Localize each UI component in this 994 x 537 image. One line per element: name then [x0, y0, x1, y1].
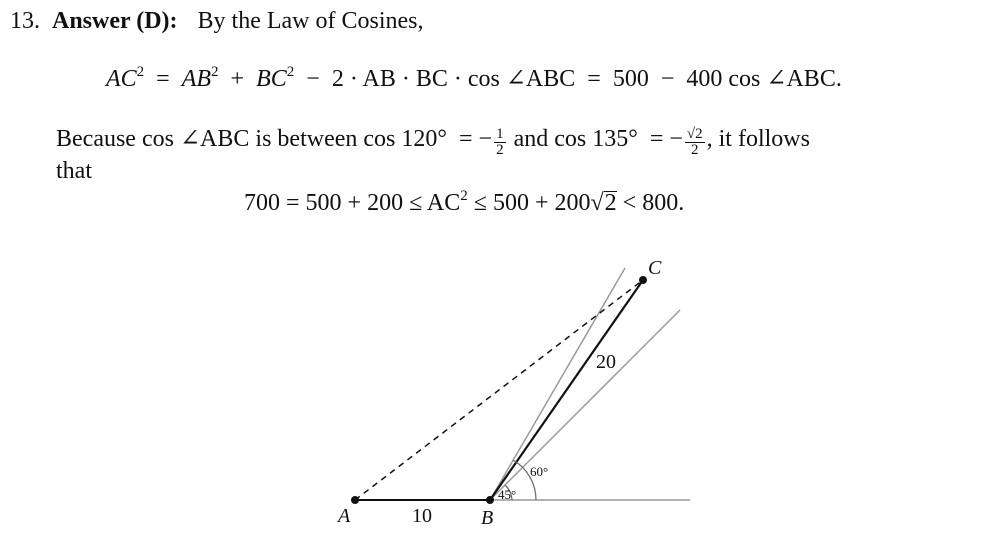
- eq1-exp-1: 2: [136, 64, 145, 80]
- sqrt2-numerator: √2: [686, 126, 703, 142]
- ray-60: [490, 268, 625, 500]
- length-ab: 10: [412, 505, 432, 527]
- label-c: C: [648, 257, 662, 279]
- neg-sign-1: −: [478, 126, 493, 152]
- half-numerator: 1: [496, 126, 504, 142]
- point-b: [486, 496, 494, 504]
- point-c: [639, 276, 647, 284]
- angle-label-60: 60°: [530, 464, 549, 479]
- angle-label-45: 45°: [498, 487, 517, 502]
- eq2-left: 700 = 500 + 200 ≤ AC: [244, 190, 461, 216]
- eq1-term-product: 2 · AB · BC · cos ∠ABC: [331, 66, 576, 92]
- eq1-term-400cos: 400 cos ∠ABC: [686, 66, 836, 92]
- ray-45: [490, 310, 680, 500]
- sqrt2-denominator: 2: [691, 142, 699, 158]
- eq1-plus: +: [224, 66, 251, 92]
- eq1-eq-2: =: [581, 66, 607, 92]
- intro-text: By the Law of Cosines,: [197, 8, 424, 34]
- eq2-mid: ≤ 500 + 200: [473, 190, 591, 216]
- eq1-exp-2: 2: [211, 64, 219, 80]
- it-follows-text: , it follows: [706, 126, 810, 152]
- eq2-exp: 2: [460, 188, 468, 204]
- answer-label: Answer (D):: [52, 8, 178, 34]
- half-denominator: 2: [496, 142, 504, 158]
- that-text: that: [56, 158, 92, 184]
- eq2-right: < 800.: [616, 190, 685, 216]
- eq-sign-2: =: [643, 126, 670, 152]
- eq1-period: .: [835, 66, 842, 92]
- eq1-exp-3: 2: [286, 64, 295, 80]
- neg-sign-2: −: [669, 126, 683, 152]
- and-cos135-text: and cos 135°: [513, 126, 638, 152]
- side-bc: [490, 280, 643, 500]
- eq1-lhs: AC: [106, 66, 137, 92]
- eq1-term-bc: BC: [256, 66, 287, 92]
- point-a: [351, 496, 359, 504]
- eq1-term-ab: AB: [181, 66, 212, 92]
- problem-number: 13.: [10, 8, 40, 34]
- eq-sign-1: =: [452, 126, 479, 152]
- eq2-radicand: 2: [604, 190, 617, 216]
- sqrt-symbol: √: [590, 190, 604, 216]
- label-b: B: [481, 507, 494, 529]
- eq1-eq-1: =: [150, 66, 176, 92]
- because-text: Because cos ∠ABC is between cos 120°: [56, 126, 447, 152]
- eq1-term-500: 500: [612, 66, 649, 92]
- label-a: A: [338, 505, 351, 527]
- length-bc: 20: [596, 351, 616, 373]
- eq1-minus-1: −: [300, 66, 326, 92]
- eq1-minus-2: −: [654, 66, 681, 92]
